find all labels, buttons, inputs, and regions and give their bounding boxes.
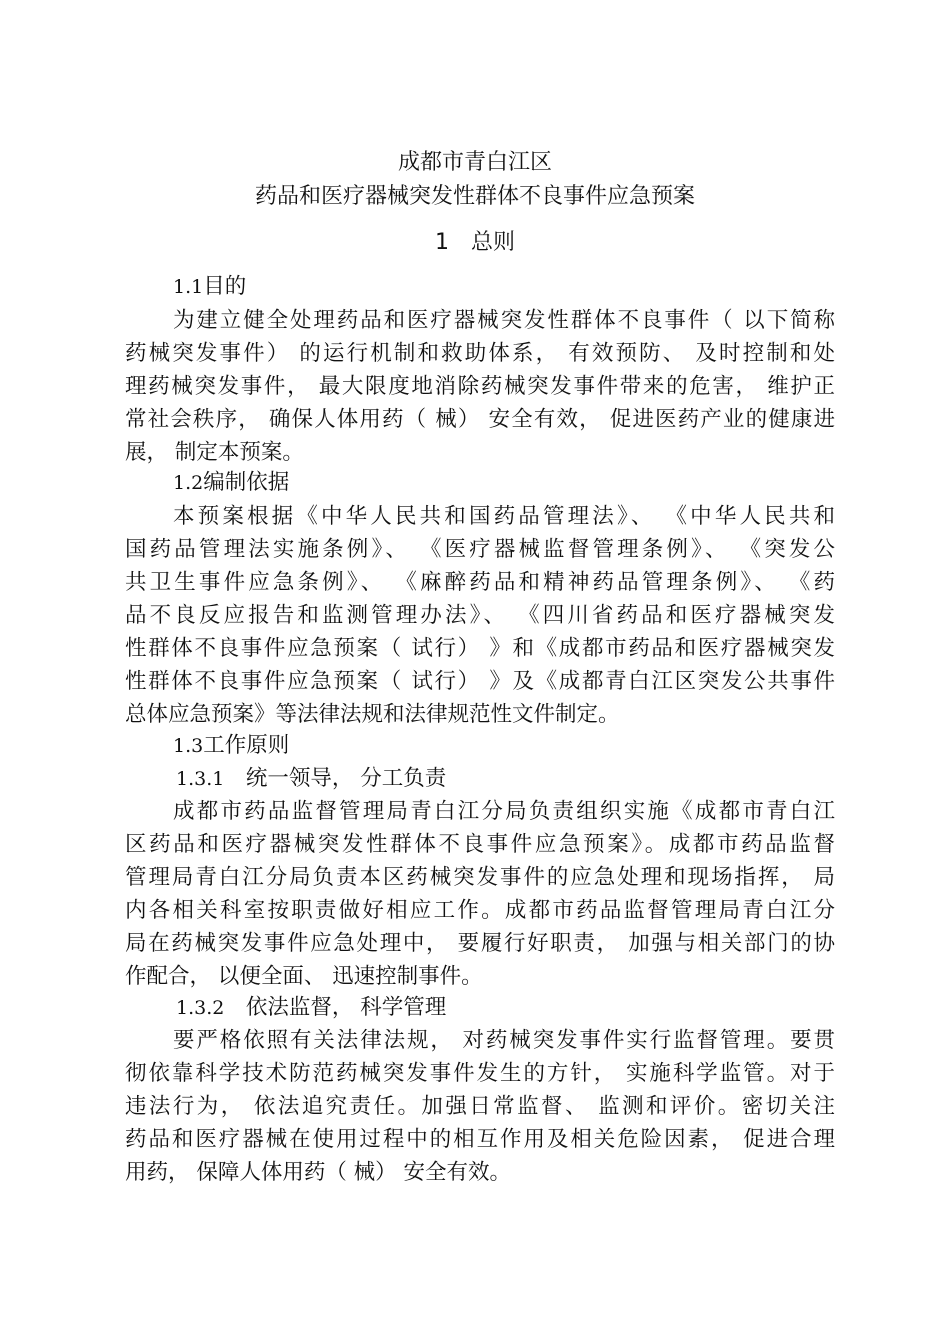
- paragraph-line: 作配合， 以便全面、 迅速控制事件。: [125, 964, 483, 989]
- paragraph-line: 国药品管理法实施条例》、 《医疗器械监督管理条例》、 《突发公: [125, 537, 835, 562]
- subsection-heading-1-2: [173, 468, 289, 498]
- paragraph-line: 区药品和医疗器械突发性群体不良事件应急预案》。成都市药品监督: [125, 832, 835, 857]
- subsection-heading-1-3-2: [176, 993, 446, 1023]
- subsection-label: 编制依据: [203, 470, 290, 495]
- subsection-heading-1-1: [173, 272, 246, 302]
- paragraph-line: 管理局青白江分局负责本区药械突发事件的应急处理和现场指挥， 局: [125, 865, 835, 890]
- subsection-label: 统一领导， 分工负责: [245, 766, 447, 791]
- paragraph-line: 性群体不良事件应急预案（ 试行） 》和《成都市药品和医疗器械突发: [125, 636, 835, 661]
- paragraph-line: 品不良反应报告和监测管理办法》、 《四川省药品和医疗器械突发: [125, 603, 835, 628]
- subsection-heading-1-3-1: [176, 764, 446, 794]
- subsection-label: 依法监督， 科学管理: [245, 995, 447, 1020]
- subsection-number: 1.3.2: [176, 997, 225, 1019]
- subsection-label: 目的: [203, 274, 247, 299]
- subsection-label: 工作原则: [203, 733, 290, 758]
- paragraph-line: 局在药械突发事件应急处理中， 要履行好职责， 加强与相关部门的协: [125, 931, 835, 956]
- section-heading-general: 1 总则: [435, 230, 515, 255]
- paragraph-line: 本预案根据《中华人民共和国药品管理法》、 《中华人民共和: [173, 504, 835, 529]
- paragraph-line: 为建立健全处理药品和医疗器械突发性群体不良事件（ 以下简称: [173, 308, 835, 333]
- paragraph-line: 药械突发事件） 的运行机制和救助体系， 有效预防、 及时控制和处: [125, 341, 835, 366]
- paragraph-line: 展， 制定本预案。: [125, 440, 304, 465]
- subsection-number: 1.3: [173, 735, 204, 757]
- subsection-number: 1.3.1: [176, 768, 225, 790]
- paragraph-line: 违法行为， 依法追究责任。加强日常监督、 监测和评价。密切关注: [125, 1094, 835, 1119]
- paragraph-unified-leadership: [125, 795, 835, 993]
- paragraph-line: 常社会秩序， 确保人体用药（ 械） 安全有效， 促进医药产业的健康进: [125, 407, 835, 432]
- paragraph-lawful-supervision: [125, 1024, 835, 1189]
- subsection-heading-1-3: [173, 731, 289, 761]
- subsection-number: 1.2: [173, 472, 204, 494]
- paragraph-line: 成都市药品监督管理局青白江分局负责组织实施《成都市青白江: [173, 799, 835, 824]
- paragraph-line: 用药， 保障人体用药（ 械） 安全有效。: [125, 1160, 512, 1185]
- paragraph-line: 内各相关科室按职责做好相应工作。成都市药品监督管理局青白江分: [125, 898, 835, 923]
- document-title-line1: 成都市青白江区: [397, 150, 552, 175]
- paragraph-line: 总体应急预案》等法律法规和法律规范性文件制定。: [125, 702, 620, 727]
- paragraph-line: 理药械突发事件， 最大限度地消除药械突发事件带来的危害， 维护正: [125, 374, 835, 399]
- paragraph-purpose: [125, 304, 835, 469]
- document-title-line2: 药品和医疗器械突发性群体不良事件应急预案: [254, 184, 695, 209]
- paragraph-line: 药品和医疗器械在使用过程中的相互作用及相关危险因素， 促进合理: [125, 1127, 835, 1152]
- paragraph-line: 性群体不良事件应急预案（ 试行） 》及《成都青白江区突发公共事件: [125, 669, 835, 694]
- subsection-number: 1.1: [173, 276, 204, 298]
- paragraph-basis: [125, 500, 835, 731]
- paragraph-line: 共卫生事件应急条例》、 《麻醉药品和精神药品管理条例》、 《药: [125, 570, 835, 595]
- paragraph-line: 要严格依照有关法律法规， 对药械突发事件实行监督管理。要贯: [173, 1028, 835, 1053]
- paragraph-line: 彻依靠科学技术防范药械突发事件发生的方针， 实施科学监管。对于: [125, 1061, 835, 1086]
